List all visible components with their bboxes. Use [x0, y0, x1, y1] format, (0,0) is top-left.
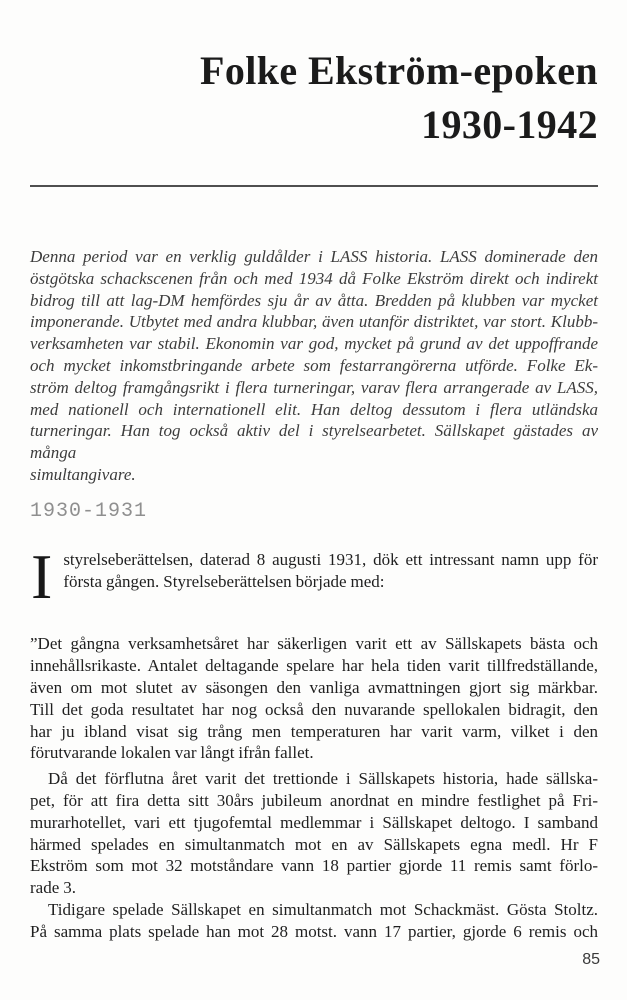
text-line: Tidigare spelade Sällskapet en simultanmatch mot Schackmäst. Gösta Stoltz. [48, 899, 598, 919]
text-line: 1930-1942 [421, 102, 598, 147]
text-line: Denna period var en verklig guldålder i LASS historia. LASS dominerade den [30, 247, 598, 266]
title-divider [30, 185, 598, 187]
text-line: rade 3. [30, 878, 76, 898]
text-line: imponerande. Utbytet med andra klubbar, även utanför distriktet, var stort. Klubb- [30, 312, 598, 332]
text-line: östgötska schackscenen från och med 1934 då Folke Ekström direkt och indirekt [30, 268, 598, 288]
text-line: bidrog till att lag-DM hemfördes sju år av åtta. Bredden på klubben var mycket [30, 290, 598, 310]
text-line: Till det goda resultatet har nog också den nuvarande spellokalen bidragit, den [30, 699, 598, 719]
chapter-title [30, 44, 598, 152]
text-line: med nationell och internationell elit. Han deltog dessutom i flera utländska [30, 399, 598, 419]
text-line: Folke Ekström-epoken [200, 48, 598, 93]
annual-report-quote [30, 633, 598, 764]
text-line: härmed spelades en simultanmatch mot en av Sällskapets egna medl. Hr F [30, 834, 598, 854]
text-line: turneringar. Han tog också aktiv del i styrelsearbetet. Sällskapet gästades av många [30, 421, 598, 463]
text-line: och mycket inkomstbringande arbete som festarrangörerna utförde. Folke Ek- [30, 355, 598, 375]
text-line: simultangivare. [30, 464, 136, 484]
page-number: 85 [582, 951, 600, 968]
text-line: Ekström som mot 32 motståndare vann 18 partier gjorde 11 remis samt förlo- [30, 856, 598, 876]
stoltz-paragraph [30, 899, 598, 943]
text-line: förutvarande lokalen var långt ifrån fallet. [30, 743, 314, 763]
section-heading-1930-1931: 1930-1931 [30, 499, 148, 523]
text-line: första gången. Styrelseberättelsen började med: [63, 571, 385, 591]
text-line: styrelseberättelsen, daterad 8 augusti 1931, dök ett intressant namn upp för [63, 549, 598, 569]
text-line: har ju ibland visat sig trång men temperaturen har varit varm, vilket i den [30, 721, 598, 741]
opening-paragraph [30, 540, 598, 612]
text-line: verksamheten var stabil. Ekonomin var god, mycket på grund av det uppoffrande [30, 334, 598, 354]
text-line: ström deltog framgångsrikt i flera turneringar, varav flera arrangerade av LASS, [30, 377, 598, 397]
text-line: pet, för att fira detta sitt 30års jubileum anordnat en mindre festlighet på Fri- [30, 790, 598, 810]
text-line: även om mot slutet av säsongen den vanliga avmattningen gjort sig märkbar. [30, 677, 598, 697]
text-line: På samma plats spelade han mot 28 motst. vann 17 partier, gjorde 6 remis och [30, 921, 598, 941]
jubilee-paragraph [30, 768, 598, 899]
text-line: innehållsrikaste. Antalet deltagande spelare har hela tiden varit tillfredställande, [30, 656, 598, 676]
opening-paragraph-lines [30, 549, 598, 593]
drop-cap: I [31, 540, 53, 612]
intro-paragraph [30, 246, 598, 486]
text-line: ”Det gångna verksamhetsåret har säkerligen varit ett av Sällskapets bästa och [30, 634, 598, 654]
page-content [30, 0, 598, 943]
text-line: murarhotellet, vari ett tjugofemtal medlemmar i Sällskapet deltogo. I samband [30, 812, 598, 832]
text-line: Då det förflutna året varit det trettionde i Sällskapets historia, hade sällska- [48, 769, 598, 789]
